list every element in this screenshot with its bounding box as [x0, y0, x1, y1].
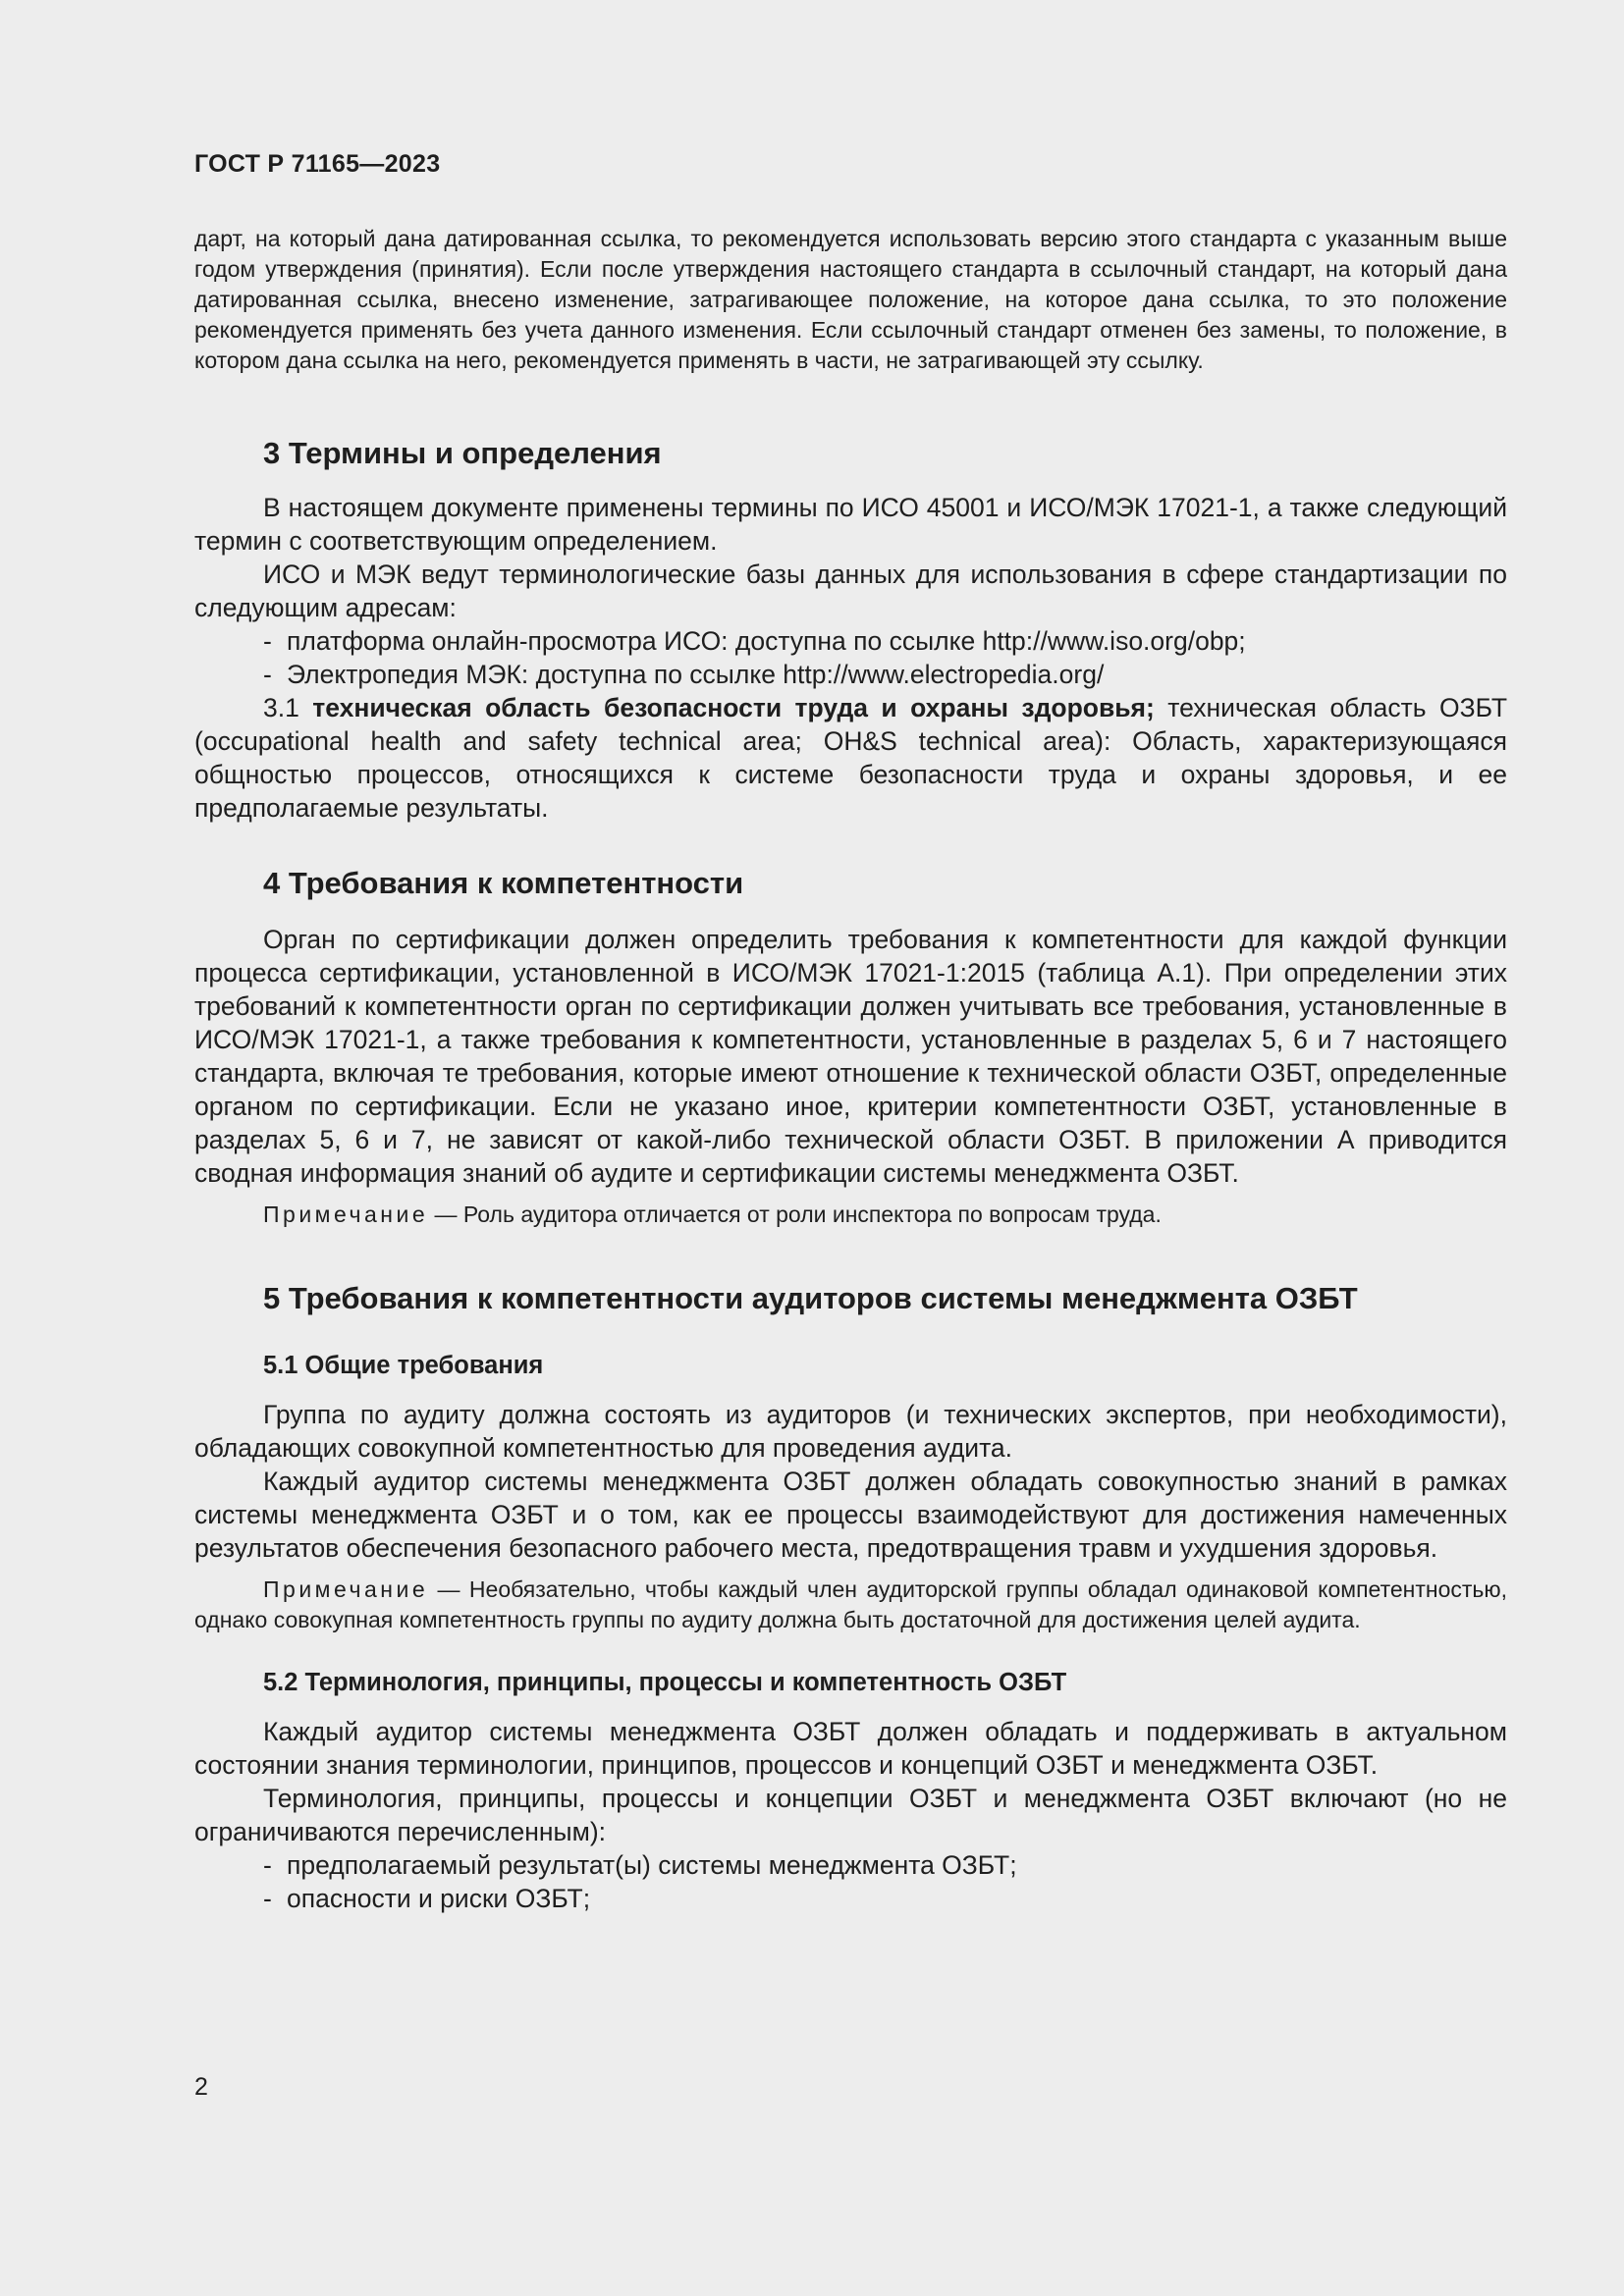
- list-item: - Электропедия МЭК: доступна по ссылке http://www.electropedia.org/: [263, 660, 1105, 689]
- term-number: 3.1: [263, 693, 299, 722]
- list-item-text: предполагаемый результат(ы) системы менеджмента ОЗБТ;: [287, 1850, 1017, 1880]
- section-4-paragraph: Орган по сертификации должен определить требования к компетентности для каждой функции процесса сертификации, установленной в ИСО/МЭК 17021-1:2015 (таблица А.1). При определении этих требований к компетентности орган по сертификации должен учитывать все требования, установленные в ИСО/МЭК 17021-1, а также требования к компетентности, установленные в разделах 5, 6 и 7 настоящего стандарта, включая те требования, которые имеют отношение к технической области ОЗБТ, определенные органом по сертификации. Если не указано иное, критерии компетентности ОЗБТ, установленные в разделах 5, 6 и 7, не зависят от какой-либо технической области ОЗБТ. В приложении А приводится сводная информация знаний об аудите и сертификации системы менеджмента ОЗБТ.: [194, 925, 1507, 1188]
- intro-paragraph: дарт, на который дана датированная ссылка, то рекомендуется использовать версию этого стандарта с указанным выше годом утверждения (принятия). Если после утверждения настоящего стандарта в ссылочный стандарт, на который дана датированная ссылка, внесено изменение, затрагивающее положение, на которое дана ссылка, то это положение рекомендуется применять без учета данного изменения. Если ссылочный стандарт отменен без замены, то положение, в котором дана ссылка на него, рекомендуется применять в части, не затрагивающей эту ссылку.: [194, 226, 1507, 373]
- section-3-paragraph-1: В настоящем документе применены термины по ИСО 45001 и ИСО/МЭК 17021-1, а также следующий термин с соответствующим определением.: [194, 493, 1507, 556]
- list-item-text: Электропедия МЭК: доступна по ссылке http://www.electropedia.org/: [287, 660, 1105, 689]
- note: [194, 1200, 1507, 1230]
- section-5-1-title: 5.1 Общие требования: [263, 1352, 544, 1379]
- note-text: Необязательно, чтобы каждый член аудиторской группы обладал одинаковой компетентностью, однако совокупная компетентность группы по аудиту должна быть достаточной для достижения целей аудита.: [194, 1576, 1508, 1632]
- note-label: Примечание: [263, 1201, 429, 1227]
- section-5-1-paragraph-2: Каждый аудитор системы менеджмента ОЗБТ должен обладать совокупностью знаний в рамках системы менеджмента ОЗБТ и о том, как ее процессы взаимодействуют для достижения намеченных результатов обеспечения безопасного рабочего места, предотвращения травм и ухудшения здоровья.: [194, 1467, 1507, 1563]
- note-text: Роль аудитора отличается от роли инспектора по вопросам труда.: [462, 1201, 1162, 1227]
- note-label: Примечание: [263, 1576, 429, 1602]
- term-name: техническая область безопасности труда и охраны здоровья;: [312, 693, 1155, 722]
- document-header: ГОСТ Р 71165—2023: [194, 150, 441, 178]
- section-5-2-paragraph-1: Каждый аудитор системы менеджмента ОЗБТ должен обладать и поддерживать в актуальном состоянии знания терминологии, принципов, процессов и концепций ОЗБТ и менеджмента ОЗБТ.: [194, 1717, 1507, 1780]
- list-item: - платформа онлайн-просмотра ИСО: доступна по ссылке http://www.iso.org/obp;: [263, 626, 1246, 656]
- page-content: [194, 224, 1507, 1915]
- section-5-title: 5 Требования к компетентности аудиторов системы менеджмента ОЗБТ: [263, 1281, 1358, 1315]
- section-5-2-paragraph-2: Терминология, принципы, процессы и концепции ОЗБТ и менеджмента ОЗБТ включают (но не ограничиваются перечисленным):: [194, 1784, 1507, 1846]
- note-dash: —: [434, 1201, 458, 1227]
- note: [194, 1575, 1507, 1635]
- page-number: 2: [194, 2073, 208, 2101]
- list-item-text: платформа онлайн-просмотра ИСО: доступна по ссылке http://www.iso.org/obp;: [287, 626, 1246, 656]
- list-item: - опасности и риски ОЗБТ;: [263, 1884, 591, 1913]
- list-item-text: опасности и риски ОЗБТ;: [287, 1884, 591, 1913]
- section-4-title: 4 Требования к компетентности: [263, 866, 744, 900]
- section-3-title: 3 Термины и определения: [263, 436, 662, 470]
- section-3-paragraph-2: ИСО и МЭК ведут терминологические базы данных для использования в сфере стандартизации по следующим адресам:: [194, 560, 1507, 622]
- section-5-1-paragraph-1: Группа по аудиту должна состоять из аудиторов (и технических экспертов, при необходимости), обладающих совокупной компетентностью для проведения аудита.: [194, 1400, 1507, 1463]
- note-dash: —: [437, 1576, 460, 1602]
- list-item: - предполагаемый результат(ы) системы менеджмента ОЗБТ;: [263, 1850, 1017, 1880]
- section-5-2-title: 5.2 Терминология, принципы, процессы и компетентность ОЗБТ: [263, 1669, 1067, 1696]
- term-definition: [194, 691, 1507, 825]
- term-text: техническая область ОЗБТ (occupational health and safety technical area; OH&S technical area): Область, характеризующаяся общностью процессов, относящихся к системе безопасности труда и охраны здоровья, и ее предполагаемые результаты.: [194, 693, 1508, 823]
